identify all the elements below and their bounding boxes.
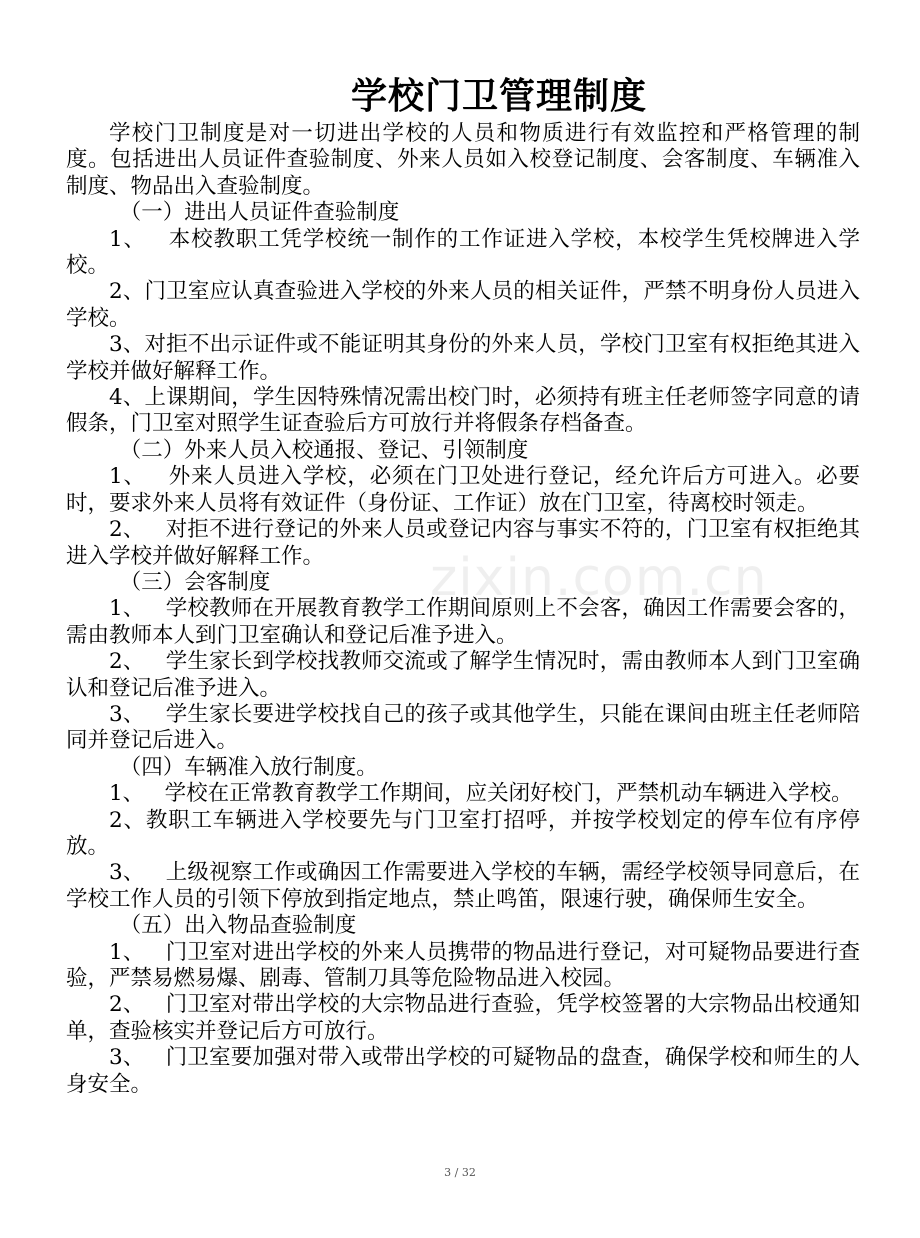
section-1-item-4: 4、上课期间，学生因特殊情况需出校门时，必须持有班主任老师签字同意的请假条，门卫室对照学生证查验后方可放行并将假条存档备查。 bbox=[66, 385, 860, 437]
section-2-item-2: 2、 对拒不进行登记的外来人员或登记内容与事实不符的，门卫室有权拒绝其进入学校并做好解释工作。 bbox=[66, 517, 860, 569]
watermark: zixin.com.cn bbox=[430, 548, 768, 608]
document-body bbox=[66, 121, 860, 1098]
section-5-item-3: 3、 门卫室要加强对带入或带出学校的可疑物品的盘查，确保学校和师生的人身安全。 bbox=[66, 1045, 860, 1097]
section-3-item-3: 3、 学生家长要进学校找自己的孩子或其他学生，只能在课间由班主任老师陪同并登记后进入。 bbox=[66, 701, 860, 754]
section-heading-5: （五）出入物品查验制度 bbox=[119, 913, 357, 939]
section-4-item-2: 2、教职工车辆进入学校要先与门卫室打招呼，并按学校划定的停车位有序停放。 bbox=[66, 807, 860, 859]
section-5-item-2: 2、 门卫室对带出学校的大宗物品进行查验，凭学校签署的大宗物品出校通知单，查验核实并登记后方可放行。 bbox=[66, 992, 860, 1044]
section-5-item-1: 1、 门卫室对进出学校的外来人员携带的物品进行登记，对可疑物品要进行查验，严禁易燃易爆、剧毒、管制刀具等危险物品进入校园。 bbox=[66, 939, 860, 991]
section-heading-3: （三）会客制度 bbox=[119, 569, 271, 595]
section-4-item-3: 3、 上级视察工作或确因工作需要进入学校的车辆，需经学校领导同意后，在学校工作人员的引领下停放到指定地点，禁止鸣笛，限速行驶，确保师生安全。 bbox=[66, 860, 860, 912]
section-2-item-1: 1、 外来人员进入学校，必须在门卫处进行登记，经允许后方可进入。必要时，要求外来人员将有效证件（身份证、工作证）放在门卫室，待离校时领走。 bbox=[66, 464, 860, 516]
page-number: 3 / 32 bbox=[444, 1166, 476, 1179]
section-1-item-3: 3、对拒不出示证件或不能证明其身份的外来人员，学校门卫室有权拒绝其进入学校并做好解释工作。 bbox=[66, 332, 860, 384]
section-heading-4: （四）车辆准入放行制度。 bbox=[119, 754, 378, 780]
section-3-item-1: 1、 学校教师在开展教育教学工作期间原则上不会客，确因工作需要会客的，需由教师本人到门卫室确认和登记后准予进入。 bbox=[66, 596, 860, 648]
section-1-item-2: 2、门卫室应认真查验进入学校的外来人员的相关证件，严禁不明身份人员进入学校。 bbox=[66, 279, 860, 331]
section-heading-1: （一）进出人员证件查验制度 bbox=[119, 200, 400, 226]
document-title: 学校门卫管理制度 bbox=[350, 75, 647, 117]
section-1-item-1: 1、 本校教职工凭学校统一制作的工作证进入学校，本校学生凭校牌进入学校。 bbox=[66, 226, 860, 279]
section-3-item-2: 2、 学生家长到学校找教师交流或了解学生情况时，需由教师本人到门卫室确认和登记后准予进入。 bbox=[66, 649, 860, 701]
section-heading-2: （二）外来人员入校通报、登记、引领制度 bbox=[119, 437, 529, 463]
section-4-item-1: 1、 学校在正常教育教学工作期间，应关闭好校门，严禁机动车辆进入学校。 bbox=[109, 781, 853, 807]
intro-paragraph: 学校门卫制度是对一切进出学校的人员和物质进行有效监控和严格管理的制度。包括进出人员证件查验制度、外来人员如入校登记制度、会客制度、车辆准入制度、物品出入查验制度。 bbox=[66, 121, 860, 199]
